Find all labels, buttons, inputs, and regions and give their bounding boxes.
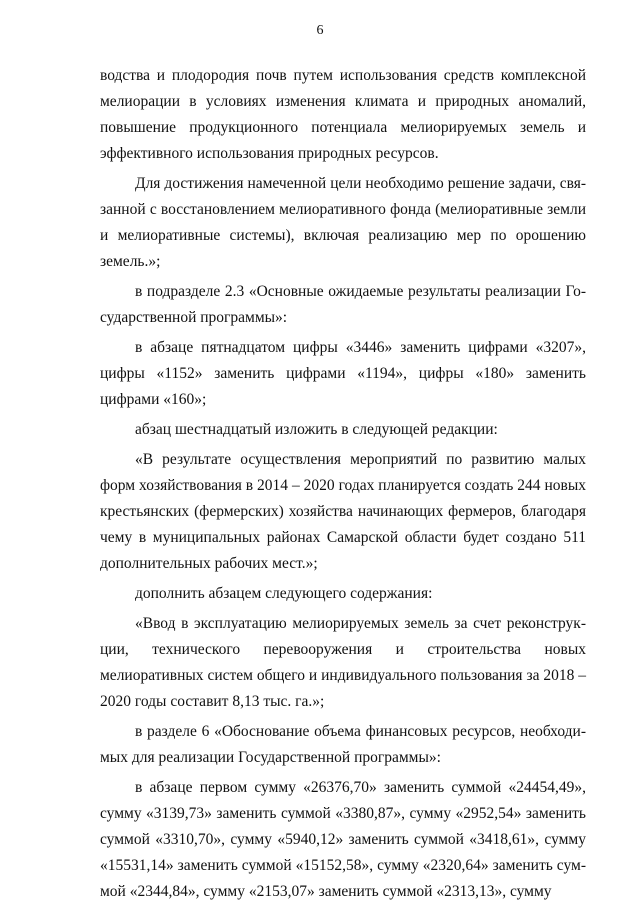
paragraph-section-6: в разделе 6 «Обоснование объема финансовых ресурсов, необходимых для реализации Государственной программы»: [100, 723, 586, 766]
paragraph-subsection-2-3: в подразделе 2.3 «Основные ожидаемые результаты реализации Государственной программы»: [100, 283, 586, 326]
paragraph-continuation: водства и плодородия почв путем использования средств комплексной мелиорации в условиях изменения климата и природных аномалий, повышение продукционного потенциала мелиорируемых земель и эффективного использования природных ресурсов. [100, 67, 586, 162]
paragraph-sixteenth-text: «В результате осуществления мероприятий по развитию малых форм хозяйствования в 2014 – 2020 годах планируется создать 244 новых крестьянских (фермерских) хозяйства начинающих фермеров, благодаря чему в муниципальных районах Самарской области будет создано 511 дополнительных рабочих мест.»; [100, 451, 586, 572]
document-body [100, 63, 586, 909]
paragraph-fifteenth-amend: в абзаце пятнадцатом цифры «3446» заменить цифрами «3207», цифры «1152» заменить цифрами «1194», цифры «180» заменить цифрами «160»; [100, 339, 586, 408]
paragraph-sixteenth-intro: абзац шестнадцатый изложить в следующей редакции: [135, 421, 498, 438]
paragraph-first-sums: в абзаце первом сумму «26376,70» заменить суммой «24454,49», сумму «3139,73» заменить суммой «3380,87», сумму «2952,54» заменить суммой «3310,70», сумму «5940,12» заменить суммой «3418,61», сумму «15531,14» заменить суммой «15152,58», сумму «2320,64» заменить суммой «2344,84», сумму «2153,07» заменить суммой «2313,13», сумму [100, 779, 586, 900]
paragraph-add-text: «Ввод в эксплуатацию мелиорируемых земель за счет реконструкции, технического перевооружения и строительства новых мелиоративных систем общего и индивидуального пользования за 2018 – 2020 годы составит 8,13 тыс. га.»; [100, 615, 586, 710]
paragraph-add-intro: дополнить абзацем следующего содержания: [135, 585, 433, 602]
page-number: 6 [316, 23, 324, 38]
paragraph-goal: Для достижения намеченной цели необходимо решение задачи, связанной с восстановлением мелиоративного фонда (мелиоративные земли и мелиоративные системы), включая реализацию мер по орошению земель.»; [100, 175, 586, 270]
